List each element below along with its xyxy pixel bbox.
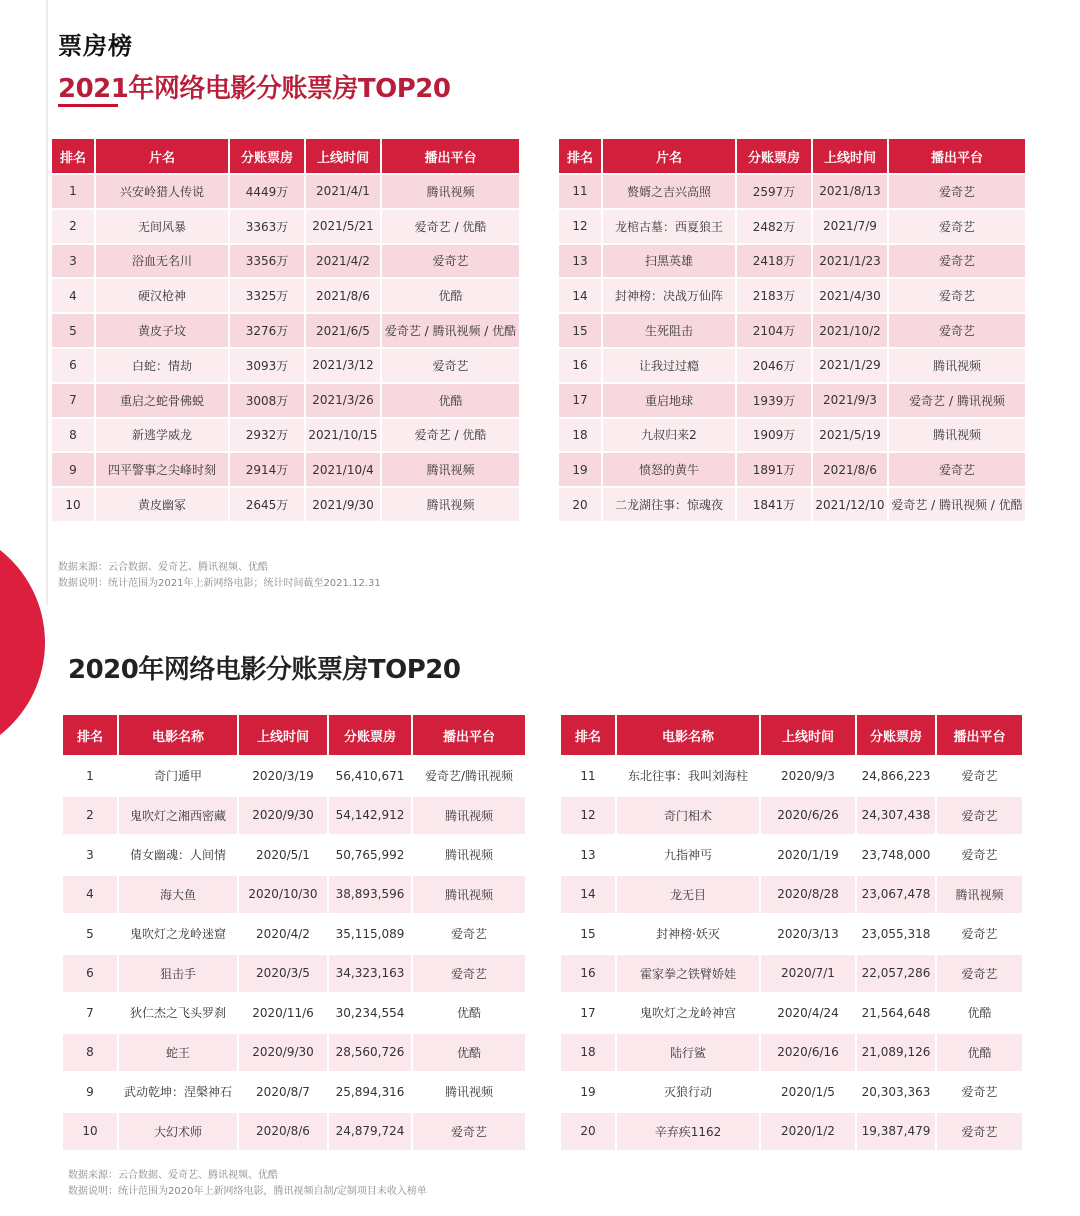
table-cell: 腾讯视频 — [889, 417, 1025, 452]
table-cell: 腾讯视频 — [413, 1071, 525, 1111]
table-cell: 50,765,992 — [329, 834, 413, 874]
table-cell: 龙无目 — [617, 874, 761, 914]
table-cell: 6 — [52, 347, 96, 382]
table-cell: 爱奇艺 — [889, 243, 1025, 278]
table-cell: 让我过过瘾 — [603, 347, 737, 382]
table-cell: 23,067,478 — [857, 874, 937, 914]
table-row — [561, 992, 1022, 1032]
table-cell: 11 — [561, 755, 617, 795]
table-header-row — [559, 139, 1025, 173]
table-row — [559, 451, 1025, 486]
table-cell: 爱奇艺 — [937, 1071, 1022, 1111]
table-cell: 7 — [63, 992, 119, 1032]
table-cell: 大幻术师 — [119, 1111, 239, 1151]
column-header: 播出平台 — [937, 715, 1022, 755]
table-cell: 3363万 — [230, 208, 306, 243]
table-row — [559, 347, 1025, 382]
table-cell: 优酷 — [382, 277, 519, 312]
table-cell: 爱奇艺 — [889, 312, 1025, 347]
table-cell: 24,307,438 — [857, 795, 937, 835]
table-cell: 爱奇艺 — [413, 913, 525, 953]
table-2020-left — [63, 715, 525, 1150]
table-cell: 腾讯视频 — [382, 173, 519, 208]
data-note: 数据说明：统计范围为2020年上新网络电影，腾讯视频自制/定制项目未收入榜单 — [68, 1186, 427, 1197]
table-cell: 扫黑英雄 — [603, 243, 737, 278]
table-cell: 2021/9/3 — [813, 382, 889, 417]
table-row — [52, 173, 519, 208]
table-cell: 23,055,318 — [857, 913, 937, 953]
column-header: 分账票房 — [857, 715, 937, 755]
table-cell: 海大鱼 — [119, 874, 239, 914]
table-row — [63, 755, 525, 795]
table-cell: 2020/6/26 — [761, 795, 857, 835]
table-cell: 4 — [52, 277, 96, 312]
table-cell: 2020/9/30 — [239, 795, 329, 835]
table-cell: 2021/9/30 — [306, 486, 382, 521]
table-cell: 1909万 — [737, 417, 813, 452]
table-cell: 鬼吹灯之湘西密藏 — [119, 795, 239, 835]
table-cell: 6 — [63, 953, 119, 993]
table-row — [63, 1111, 525, 1151]
table-cell: 爱奇艺 — [937, 1111, 1022, 1151]
table-cell: 腾讯视频 — [413, 874, 525, 914]
table-cell: 13 — [561, 834, 617, 874]
table-cell: 2932万 — [230, 417, 306, 452]
table-cell: 38,893,596 — [329, 874, 413, 914]
table-cell: 赘婿之吉兴高照 — [603, 173, 737, 208]
table-cell: 优酷 — [413, 1032, 525, 1072]
table-cell: 奇门相术 — [617, 795, 761, 835]
table-row — [52, 347, 519, 382]
table-cell: 腾讯视频 — [413, 834, 525, 874]
column-header: 片名 — [96, 139, 230, 173]
table-cell: 2021/1/23 — [813, 243, 889, 278]
page-label: 票房榜 — [58, 32, 133, 60]
table-cell: 20 — [559, 486, 603, 521]
table-cell: 硬汉枪神 — [96, 277, 230, 312]
section-2020 — [0, 605, 1080, 1216]
table-cell: 2021/4/1 — [306, 173, 382, 208]
table-row — [52, 486, 519, 521]
table-row — [52, 312, 519, 347]
table-cell: 2021/3/12 — [306, 347, 382, 382]
table-cell: 8 — [63, 1032, 119, 1072]
table-cell: 2020/11/6 — [239, 992, 329, 1032]
table-row — [52, 243, 519, 278]
table-cell: 24,879,724 — [329, 1111, 413, 1151]
table-cell: 爱奇艺 — [937, 755, 1022, 795]
table-cell: 2021/10/15 — [306, 417, 382, 452]
table-cell: 2020/6/16 — [761, 1032, 857, 1072]
column-header: 播出平台 — [889, 139, 1025, 173]
table-cell: 2597万 — [737, 173, 813, 208]
table-cell: 34,323,163 — [329, 953, 413, 993]
table-cell: 2021/8/6 — [813, 451, 889, 486]
table-row — [559, 208, 1025, 243]
table-cell: 2 — [52, 208, 96, 243]
table-cell: 18 — [561, 1032, 617, 1072]
column-header: 分账票房 — [230, 139, 306, 173]
table-cell: 爱奇艺 — [937, 953, 1022, 993]
table-cell: 19 — [561, 1071, 617, 1111]
table-cell: 腾讯视频 — [413, 795, 525, 835]
table-cell: 2020/10/30 — [239, 874, 329, 914]
table-cell: 16 — [561, 953, 617, 993]
table-cell: 愤怒的黄牛 — [603, 451, 737, 486]
table-cell: 2020/8/7 — [239, 1071, 329, 1111]
table-cell: 灭狼行动 — [617, 1071, 761, 1111]
table-row — [561, 953, 1022, 993]
section-2021 — [0, 0, 1080, 605]
table-cell: 4449万 — [230, 173, 306, 208]
table-row — [561, 1071, 1022, 1111]
table-cell: 2020/9/3 — [761, 755, 857, 795]
table-cell: 5 — [52, 312, 96, 347]
column-header: 上线时间 — [813, 139, 889, 173]
column-header: 排名 — [561, 715, 617, 755]
table-cell: 龙棺古墓：西夏狼王 — [603, 208, 737, 243]
table-cell: 封神榜：决战万仙阵 — [603, 277, 737, 312]
table-row — [561, 874, 1022, 914]
column-header: 上线时间 — [761, 715, 857, 755]
table-row — [52, 382, 519, 417]
table-cell: 生死阻击 — [603, 312, 737, 347]
table-cell: 24,866,223 — [857, 755, 937, 795]
data-note: 数据说明：统计范围为2021年上新网络电影；统计时间截至2021.12.31 — [58, 578, 381, 589]
table-cell: 2020/5/1 — [239, 834, 329, 874]
table-cell: 3356万 — [230, 243, 306, 278]
table-cell: 陆行鲨 — [617, 1032, 761, 1072]
table-cell: 10 — [63, 1111, 119, 1151]
table-cell: 2020/1/2 — [761, 1111, 857, 1151]
table-cell: 爱奇艺 / 腾讯视频 / 优酷 — [889, 486, 1025, 521]
table-cell: 2021/10/2 — [813, 312, 889, 347]
table-cell: 3 — [52, 243, 96, 278]
table-cell: 3093万 — [230, 347, 306, 382]
table-cell: 浴血无名川 — [96, 243, 230, 278]
table-cell: 2021/3/26 — [306, 382, 382, 417]
table-cell: 腾讯视频 — [937, 874, 1022, 914]
table-cell: 黄皮幽冢 — [96, 486, 230, 521]
table-cell: 14 — [559, 277, 603, 312]
source-note-2020 — [68, 1168, 427, 1200]
table-cell: 爱奇艺 / 优酷 — [382, 417, 519, 452]
table-cell: 1 — [52, 173, 96, 208]
table-cell: 9 — [52, 451, 96, 486]
column-header: 片名 — [603, 139, 737, 173]
section-2021-title: 2021年网络电影分账票房TOP20 — [58, 74, 451, 104]
table-cell: 3 — [63, 834, 119, 874]
table-cell: 狄仁杰之飞头罗刹 — [119, 992, 239, 1032]
table-row — [63, 1071, 525, 1111]
table-header-row — [52, 139, 519, 173]
table-cell: 1891万 — [737, 451, 813, 486]
table-cell: 14 — [561, 874, 617, 914]
table-cell: 爱奇艺 — [937, 834, 1022, 874]
table-cell: 爱奇艺 / 腾讯视频 — [889, 382, 1025, 417]
table-cell: 12 — [559, 208, 603, 243]
table-cell: 2020/4/2 — [239, 913, 329, 953]
data-source: 数据来源：云合数据、爱奇艺、腾讯视频、优酷 — [68, 1170, 278, 1181]
table-row — [561, 913, 1022, 953]
section-2020-title: 2020年网络电影分账票房TOP20 — [68, 655, 461, 685]
table-cell: 28,560,726 — [329, 1032, 413, 1072]
table-row — [63, 953, 525, 993]
table-cell: 17 — [561, 992, 617, 1032]
table-row — [63, 795, 525, 835]
table-cell: 16 — [559, 347, 603, 382]
table-cell: 爱奇艺 — [889, 173, 1025, 208]
table-row — [561, 1111, 1022, 1151]
table-cell: 爱奇艺 / 优酷 — [382, 208, 519, 243]
table-cell: 23,748,000 — [857, 834, 937, 874]
table-cell: 无间风暴 — [96, 208, 230, 243]
table-row — [63, 992, 525, 1032]
column-header: 电影名称 — [617, 715, 761, 755]
table-cell: 22,057,286 — [857, 953, 937, 993]
table-row — [561, 1032, 1022, 1072]
table-cell: 18 — [559, 417, 603, 452]
table-cell: 2020/8/28 — [761, 874, 857, 914]
column-header: 上线时间 — [239, 715, 329, 755]
table-cell: 爱奇艺 — [889, 277, 1025, 312]
table-cell: 爱奇艺 — [382, 243, 519, 278]
table-cell: 2914万 — [230, 451, 306, 486]
table-row — [559, 277, 1025, 312]
column-header: 排名 — [559, 139, 603, 173]
column-header: 上线时间 — [306, 139, 382, 173]
table-2020-right — [561, 715, 1022, 1150]
table-cell: 爱奇艺 — [889, 451, 1025, 486]
table-row — [52, 277, 519, 312]
table-cell: 优酷 — [413, 992, 525, 1032]
table-cell: 25,894,316 — [329, 1071, 413, 1111]
table-cell: 2021/8/6 — [306, 277, 382, 312]
table-cell: 兴安岭猎人传说 — [96, 173, 230, 208]
table-row — [63, 913, 525, 953]
table-cell: 武动乾坤：涅槃神石 — [119, 1071, 239, 1111]
table-row — [559, 173, 1025, 208]
table-row — [561, 795, 1022, 835]
table-cell: 爱奇艺 — [937, 913, 1022, 953]
table-cell: 2021/6/5 — [306, 312, 382, 347]
table-header-row — [63, 715, 525, 755]
table-cell: 30,234,554 — [329, 992, 413, 1032]
column-header: 播出平台 — [382, 139, 519, 173]
table-cell: 2020/7/1 — [761, 953, 857, 993]
table-cell: 狙击手 — [119, 953, 239, 993]
table-header-row — [561, 715, 1022, 755]
table-cell: 爱奇艺 — [382, 347, 519, 382]
table-cell: 2021/10/4 — [306, 451, 382, 486]
table-cell: 54,142,912 — [329, 795, 413, 835]
column-header: 分账票房 — [329, 715, 413, 755]
table-row — [63, 1032, 525, 1072]
table-cell: 2020/1/5 — [761, 1071, 857, 1111]
table-row — [559, 486, 1025, 521]
table-cell: 白蛇：情劫 — [96, 347, 230, 382]
table-cell: 15 — [561, 913, 617, 953]
table-cell: 13 — [559, 243, 603, 278]
table-cell: 2020/9/30 — [239, 1032, 329, 1072]
table-cell: 优酷 — [937, 992, 1022, 1032]
table-cell: 腾讯视频 — [889, 347, 1025, 382]
table-cell: 10 — [52, 486, 96, 521]
table-2021-left — [52, 139, 519, 521]
column-header: 电影名称 — [119, 715, 239, 755]
table-cell: 2645万 — [230, 486, 306, 521]
table-row — [559, 243, 1025, 278]
table-cell: 重启之蛇骨佛蜕 — [96, 382, 230, 417]
table-cell: 17 — [559, 382, 603, 417]
table-row — [52, 417, 519, 452]
table-cell: 2020/8/6 — [239, 1111, 329, 1151]
table-cell: 爱奇艺 / 腾讯视频 / 优酷 — [382, 312, 519, 347]
table-cell: 1939万 — [737, 382, 813, 417]
table-cell: 2021/4/30 — [813, 277, 889, 312]
table-cell: 爱奇艺 — [937, 795, 1022, 835]
table-cell: 2021/7/9 — [813, 208, 889, 243]
table-row — [52, 208, 519, 243]
table-cell: 霍家拳之铁臂娇娃 — [617, 953, 761, 993]
table-cell: 倩女幽魂：人间情 — [119, 834, 239, 874]
table-cell: 优酷 — [382, 382, 519, 417]
table-cell: 奇门遁甲 — [119, 755, 239, 795]
table-cell: 2 — [63, 795, 119, 835]
table-row — [559, 312, 1025, 347]
table-cell: 九叔归来2 — [603, 417, 737, 452]
table-cell: 九指神丐 — [617, 834, 761, 874]
table-cell: 3276万 — [230, 312, 306, 347]
table-cell: 辛弃疾1162 — [617, 1111, 761, 1151]
column-header: 播出平台 — [413, 715, 525, 755]
table-cell: 四平警事之尖峰时刻 — [96, 451, 230, 486]
table-2021-right — [559, 139, 1025, 521]
table-cell: 56,410,671 — [329, 755, 413, 795]
table-row — [559, 417, 1025, 452]
table-cell: 2021/5/19 — [813, 417, 889, 452]
table-cell: 9 — [63, 1071, 119, 1111]
page-edge-divider — [46, 0, 48, 605]
table-cell: 爱奇艺 — [413, 1111, 525, 1151]
table-cell: 2020/4/24 — [761, 992, 857, 1032]
table-row — [52, 451, 519, 486]
table-cell: 优酷 — [937, 1032, 1022, 1072]
table-cell: 爱奇艺/腾讯视频 — [413, 755, 525, 795]
table-cell: 19 — [559, 451, 603, 486]
table-cell: 爱奇艺 — [889, 208, 1025, 243]
table-cell: 封神榜·妖灭 — [617, 913, 761, 953]
table-cell: 2020/1/19 — [761, 834, 857, 874]
table-cell: 1 — [63, 755, 119, 795]
table-cell: 11 — [559, 173, 603, 208]
table-cell: 15 — [559, 312, 603, 347]
table-cell: 2020/3/19 — [239, 755, 329, 795]
table-cell: 重启地球 — [603, 382, 737, 417]
table-cell: 鬼吹灯之龙岭神宫 — [617, 992, 761, 1032]
table-cell: 21,089,126 — [857, 1032, 937, 1072]
table-cell: 35,115,089 — [329, 913, 413, 953]
table-cell: 2021/5/21 — [306, 208, 382, 243]
table-row — [63, 874, 525, 914]
table-cell: 21,564,648 — [857, 992, 937, 1032]
table-cell: 2020/3/5 — [239, 953, 329, 993]
table-cell: 腾讯视频 — [382, 486, 519, 521]
title-underline — [58, 104, 118, 107]
table-cell: 5 — [63, 913, 119, 953]
source-note-2021 — [58, 560, 381, 592]
column-header: 排名 — [52, 139, 96, 173]
table-row — [559, 382, 1025, 417]
table-cell: 3008万 — [230, 382, 306, 417]
data-source: 数据来源：云合数据、爱奇艺、腾讯视频、优酷 — [58, 562, 268, 573]
table-cell: 黄皮子坟 — [96, 312, 230, 347]
table-cell: 2021/4/2 — [306, 243, 382, 278]
table-cell: 3325万 — [230, 277, 306, 312]
table-cell: 2104万 — [737, 312, 813, 347]
column-header: 分账票房 — [737, 139, 813, 173]
table-cell: 蛇王 — [119, 1032, 239, 1072]
table-cell: 4 — [63, 874, 119, 914]
table-cell: 2020/3/13 — [761, 913, 857, 953]
table-cell: 2046万 — [737, 347, 813, 382]
table-cell: 2021/12/10 — [813, 486, 889, 521]
table-cell: 19,387,479 — [857, 1111, 937, 1151]
table-cell: 2418万 — [737, 243, 813, 278]
table-cell: 新逃学威龙 — [96, 417, 230, 452]
table-cell: 12 — [561, 795, 617, 835]
table-cell: 7 — [52, 382, 96, 417]
column-header: 排名 — [63, 715, 119, 755]
table-row — [63, 834, 525, 874]
table-cell: 爱奇艺 — [413, 953, 525, 993]
table-row — [561, 755, 1022, 795]
table-cell: 2183万 — [737, 277, 813, 312]
table-cell: 二龙湖往事：惊魂夜 — [603, 486, 737, 521]
table-cell: 2021/1/29 — [813, 347, 889, 382]
table-cell: 2482万 — [737, 208, 813, 243]
table-row — [561, 834, 1022, 874]
table-cell: 东北往事：我叫刘海柱 — [617, 755, 761, 795]
table-cell: 20 — [561, 1111, 617, 1151]
table-cell: 鬼吹灯之龙岭迷窟 — [119, 913, 239, 953]
table-cell: 8 — [52, 417, 96, 452]
table-cell: 2021/8/13 — [813, 173, 889, 208]
table-cell: 20,303,363 — [857, 1071, 937, 1111]
table-cell: 1841万 — [737, 486, 813, 521]
table-cell: 腾讯视频 — [382, 451, 519, 486]
